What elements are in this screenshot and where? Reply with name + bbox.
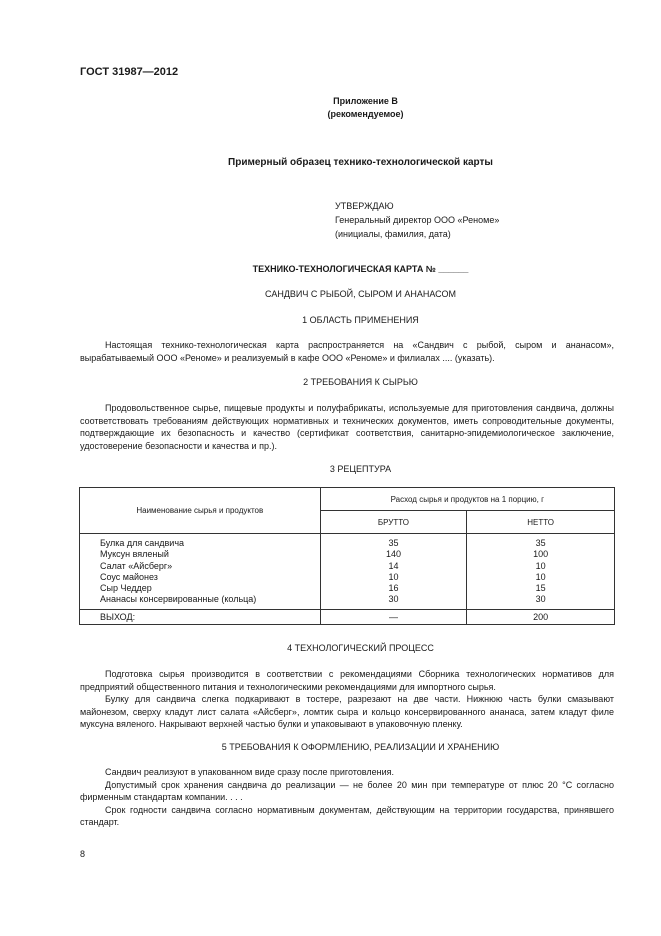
section-5-heading: 5 ТРЕБОВАНИЯ К ОФОРМЛЕНИЮ, РЕАЛИЗАЦИИ И ХРАНЕНИЮ — [221, 742, 500, 752]
section-1-text — [80, 339, 614, 364]
table-cell: 10 — [535, 571, 546, 582]
table-row: Муксун вяленый — [100, 549, 169, 560]
table-cell: 10 — [388, 571, 399, 582]
page-number: 8 — [80, 849, 86, 859]
ingredient-names — [80, 534, 321, 610]
paragraph: Допустимый срок хранения сандвича до реализации — не более 20 мин при температуре от плюс 20 °С согласно фирменным стандартам компании. . . . — [80, 779, 614, 802]
appendix-label — [35, 95, 661, 121]
col-header-netto: НЕТТО — [467, 511, 615, 534]
paragraph: Настоящая технико-технологическая карта распространяется на «Сандвич с рыбой, сыром и ананасом», вырабатываемый ООО «Реноме» и реализуемый в кафе ООО «Реноме» и филиалах .... (указать). — [80, 340, 614, 363]
section-2-heading: 2 ТРЕБОВАНИЯ К СЫРЬЮ — [303, 377, 418, 387]
col-header-name: Наименование сырья и продуктов — [80, 488, 321, 534]
table-cell: 35 — [388, 538, 399, 548]
approval-line-2: Генеральный директор ООО «Реноме» — [335, 215, 500, 225]
output-label: ВЫХОД: — [80, 609, 321, 624]
section-3-heading: 3 РЕЦЕПТУРА — [329, 464, 392, 474]
table-row: Булка для сандвича — [100, 538, 185, 548]
col-header-consumption: Расход сырья и продуктов на 1 порцию, г — [320, 488, 614, 511]
recipe-table — [79, 487, 615, 625]
table-row: Ананасы консервированные (кольца) — [100, 594, 257, 605]
standard-header: ГОСТ 31987—2012 — [80, 66, 179, 78]
paragraph: Сандвич реализуют в упакованном виде сразу после приготовления. — [105, 767, 395, 777]
section-4-heading: 4 ТЕХНОЛОГИЧЕСКИЙ ПРОЦЕСС — [287, 643, 434, 653]
table-cell: 30 — [388, 594, 399, 605]
brutto-values — [320, 534, 467, 610]
section-2-text — [80, 402, 614, 452]
section-1-heading: 1 ОБЛАСТЬ ПРИМЕНЕНИЯ — [302, 315, 419, 325]
product-name: САНДВИЧ С РЫБОЙ, СЫРОМ И АНАНАСОМ — [265, 289, 456, 299]
approval-line-1: УТВЕРЖДАЮ — [335, 201, 394, 211]
approval-line-3: (инициалы, фамилия, дата) — [335, 229, 451, 239]
approval-block — [335, 199, 499, 241]
paragraph: Подготовка сырья производится в соответствии с рекомендациями Сборника технологических нормативов для предприятий общественного питания и технологическими рекомендациями для импортного сырья. — [80, 669, 614, 692]
output-netto: 200 — [467, 609, 615, 624]
table-cell: 100 — [533, 549, 549, 560]
appendix-title: Приложение В — [333, 96, 398, 106]
output-brutto: — — [320, 609, 467, 624]
section-4-text — [80, 668, 614, 731]
section-5-text — [80, 766, 614, 829]
table-cell: 15 — [535, 583, 546, 594]
table-cell: 16 — [388, 583, 399, 594]
netto-values — [467, 534, 615, 610]
table-row: Сыр Чеддер — [100, 583, 152, 594]
table-row: Соус майонез — [100, 571, 158, 582]
table-cell: 35 — [535, 538, 546, 548]
table-cell: 30 — [535, 594, 546, 605]
appendix-note: (рекомендуемое) — [327, 109, 404, 119]
paragraph: Срок годности сандвича согласно нормативным документам, действующим на территории государства, принявшего стандарт. — [80, 804, 614, 827]
table-cell: 14 — [388, 560, 399, 571]
paragraph: Продовольственное сырье, пищевые продукты и полуфабрикаты, используемые для приготовления сандвича, должны соответствовать требованиям действующих нормативных и технических документов, иметь сопроводительные документы, подтверждающие их безопасность и качество (сертификат соответствия, санитарно-эпидемиологическое заключение, удостоверение безопасности и качества и пр.). — [80, 403, 614, 451]
paragraph: Булку для сандвича слегка подкаривают в тостере, разрезают на две части. Нижнюю часть булки смазывают майонезом, сверху кладут лист салата «Айсберг», ломтик сыра и кольцо консервированного ананаса, затем кладут филе муксуна вяленого. Накрывают верхней частью булки и упаковывают в упаковочную пленку. — [80, 694, 614, 729]
col-header-brutto: БРУТТО — [320, 511, 467, 534]
table-cell: 10 — [535, 560, 546, 571]
card-title: ТЕХНИКО-ТЕХНОЛОГИЧЕСКАЯ КАРТА № ______ — [252, 264, 469, 274]
table-cell: 140 — [385, 549, 401, 560]
table-row: Салат «Айсберг» — [100, 560, 173, 571]
document-title: Примерный образец технико-технологической карты — [228, 157, 493, 168]
